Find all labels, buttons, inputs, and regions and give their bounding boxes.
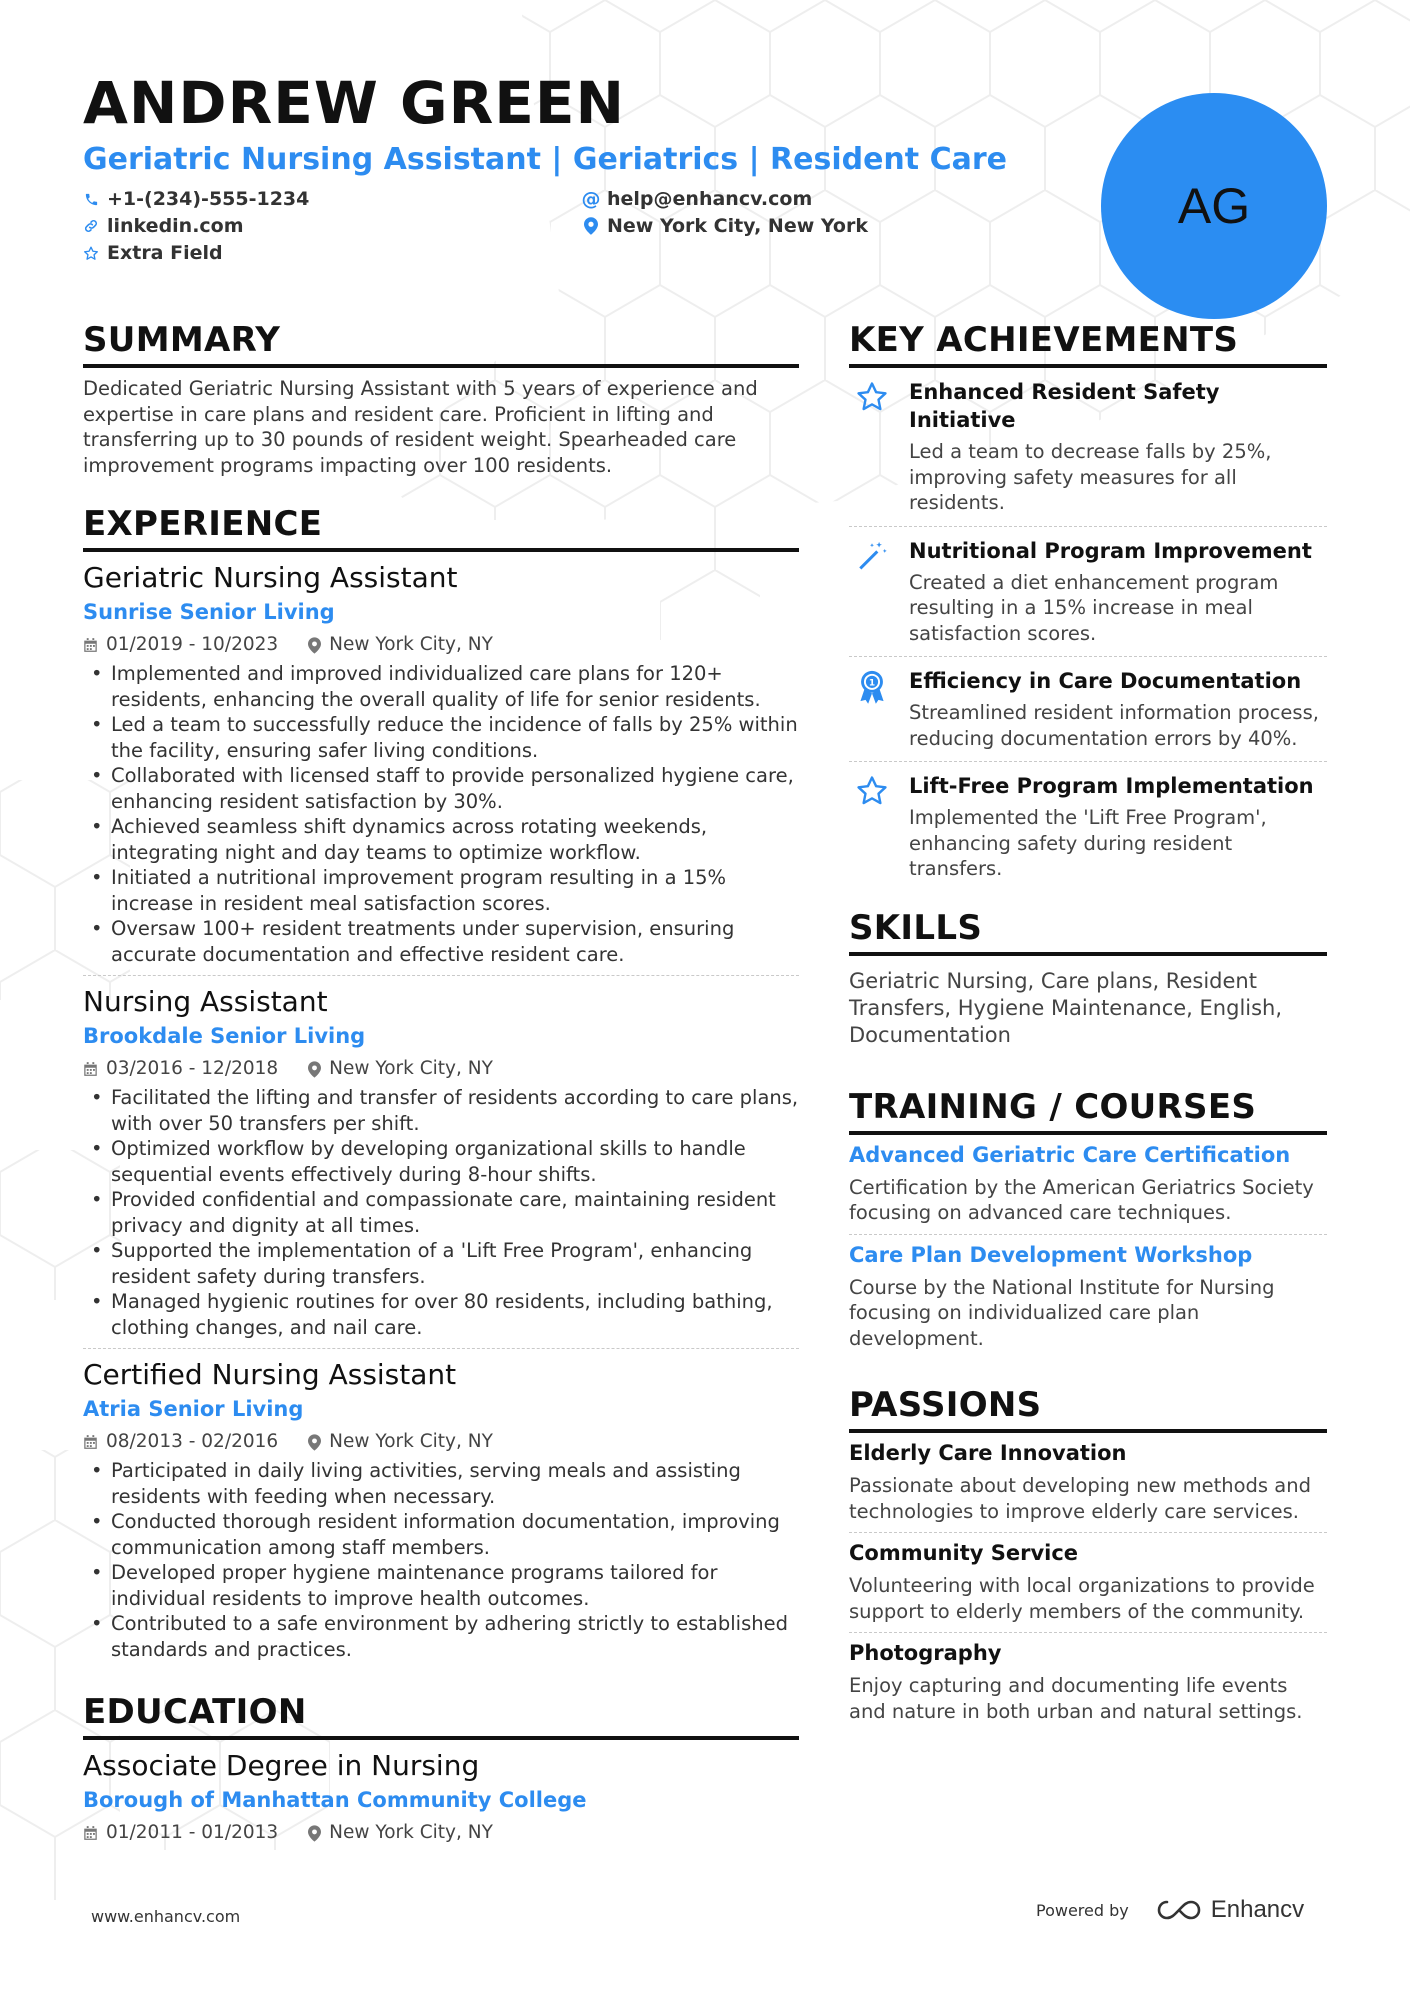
bullet-item: • Supported the implementation of a 'Lift Free Program', enhancing resident safety during transfers. — [83, 1238, 799, 1289]
bullet-item: • Provided confidential and compassionate care, maintaining resident privacy and dignity at all times. — [83, 1187, 799, 1238]
course-item — [849, 1235, 1327, 1360]
contact-info — [83, 186, 1083, 270]
key-achievements-section — [849, 318, 1327, 892]
contact-email[interactable] — [583, 186, 812, 212]
job-bullets — [83, 1085, 799, 1340]
bullet-item: • Facilitated the lifting and transfer of residents according to care plans, with over 50 transfers per shift. — [83, 1085, 799, 1136]
company-name[interactable]: Atria Senior Living — [83, 1397, 304, 1421]
job-location-text: New York City, NY — [329, 634, 493, 655]
job-location-text: New York City, NY — [329, 1058, 493, 1079]
star-outline-icon — [83, 245, 99, 262]
candidate-name: ANDREW GREEN — [83, 69, 626, 137]
bullet-item: • Implemented and improved individualized care plans for 120+ residents, enhancing the overall quality of life for senior residents. — [83, 661, 799, 712]
job-entry — [83, 982, 799, 1349]
avatar — [1101, 93, 1327, 319]
achievement-title: Efficiency in Care Documentation — [909, 669, 1302, 693]
job-location-text: New York City, NY — [329, 1431, 493, 1452]
section-title-training: TRAINING / COURSES — [849, 1085, 1327, 1135]
job-dates-text: 03/2016 - 12/2018 — [106, 1058, 279, 1079]
course-text: Certification by the American Geriatrics Society focusing on advanced care techniques. — [849, 1175, 1314, 1224]
job-dates-text: 01/2019 - 10/2023 — [106, 634, 279, 655]
passion-item — [849, 1533, 1327, 1633]
job-title: Geriatric Nursing Assistant — [83, 561, 458, 594]
section-title-skills: SKILLS — [849, 906, 1327, 956]
achievement-text: Created a diet enhancement program resulting in a 15% increase in meal satisfaction scores. — [909, 570, 1279, 645]
location-pin-icon — [308, 637, 321, 654]
training-section — [849, 1085, 1327, 1360]
bullet-item: • Participated in daily living activities, serving meals and assisting residents with feeding when necessary. — [83, 1458, 799, 1509]
contact-extra-field[interactable] — [83, 240, 223, 266]
bullet-item: • Managed hygienic routines for over 80 residents, including bathing, clothing changes, and nail care. — [83, 1289, 799, 1340]
course-item — [849, 1135, 1327, 1235]
achievement-item — [849, 368, 1327, 527]
job-dates — [83, 1429, 278, 1455]
achievement-item — [849, 762, 1327, 892]
degree-title: Associate Degree in Nursing — [83, 1749, 480, 1782]
job-bullets — [83, 1458, 799, 1662]
job-meta — [83, 1429, 799, 1455]
linkedin-text: linkedin.com — [107, 215, 244, 237]
passion-title: Elderly Care Innovation — [849, 1441, 1127, 1465]
education-entry — [83, 1746, 799, 1846]
location-pin-icon — [583, 217, 599, 235]
bullet-item: • Led a team to successfully reduce the incidence of falls by 25% within the facility, ensuring safer living conditions. — [83, 712, 799, 763]
bullet-item: • Optimized workflow by developing organizational skills to handle sequential events effectively during 8-hour shifts. — [83, 1136, 799, 1187]
enhancv-logo[interactable] — [1155, 1896, 1304, 1924]
job-meta — [83, 632, 799, 658]
resume-header — [83, 68, 1083, 270]
phone-text: +1-(234)-555-1234 — [107, 188, 310, 210]
course-title[interactable]: Advanced Geriatric Care Certification — [849, 1142, 1291, 1167]
contact-phone[interactable] — [83, 186, 309, 212]
experience-section — [83, 502, 799, 1670]
bullet-item: • Developed proper hygiene maintenance programs tailored for individual residents to improve health outcomes. — [83, 1560, 799, 1611]
passion-title: Community Service — [849, 1541, 1079, 1565]
achievement-item — [849, 657, 1327, 762]
education-location — [308, 1820, 493, 1846]
passion-title: Photography — [849, 1641, 1002, 1665]
job-title: Certified Nursing Assistant — [83, 1358, 457, 1391]
achievement-title: Nutritional Program Improvement — [909, 538, 1312, 563]
education-section — [83, 1690, 799, 1846]
magic-wand-icon — [849, 537, 895, 647]
location-pin-icon — [308, 1825, 321, 1842]
candidate-headline: Geriatric Nursing Assistant | Geriatrics | Resident Care — [83, 142, 1007, 177]
bullet-item: • Contributed to a safe environment by adhering strictly to established standards and practices. — [83, 1611, 799, 1662]
passion-item — [849, 1633, 1327, 1732]
section-title-key-achievements: KEY ACHIEVEMENTS — [849, 318, 1327, 368]
job-dates — [83, 632, 278, 658]
section-title-passions: PASSIONS — [849, 1383, 1327, 1433]
company-name[interactable]: Sunrise Senior Living — [83, 600, 335, 624]
section-title-education: EDUCATION — [83, 1690, 799, 1740]
section-title-summary: SUMMARY — [83, 318, 799, 368]
education-location-text: New York City, NY — [329, 1822, 493, 1843]
passion-text: Enjoy capturing and documenting life events and nature in both urban and natural settings. — [849, 1674, 1303, 1723]
job-location — [308, 1056, 493, 1082]
star-icon — [849, 378, 895, 516]
calendar-icon — [83, 1434, 98, 1450]
bullet-item: • Conducted thorough resident information documentation, improving communication among staff members. — [83, 1509, 799, 1560]
education-meta — [83, 1820, 799, 1846]
location-pin-icon — [308, 1061, 321, 1078]
calendar-icon — [83, 637, 98, 653]
job-location — [308, 1429, 493, 1455]
contact-location — [583, 213, 868, 239]
skills-section — [849, 906, 1327, 1049]
location-text: New York City, New York — [607, 215, 868, 237]
course-title[interactable]: Care Plan Development Workshop — [849, 1242, 1253, 1267]
email-text: help@enhancv.com — [607, 188, 813, 210]
avatar-initials: AG — [1177, 178, 1251, 234]
section-title-experience: EXPERIENCE — [83, 502, 799, 552]
passions-section — [849, 1383, 1327, 1732]
location-pin-icon — [308, 1434, 321, 1451]
brand-name: Enhancv — [1210, 1896, 1305, 1923]
right-column — [849, 318, 1327, 1732]
passion-text: Volunteering with local organizations to provide support to elderly members of the community. — [849, 1574, 1315, 1623]
achievement-text: Led a team to decrease falls by 25%, improving safety measures for all residents. — [909, 440, 1272, 514]
course-text: Course by the National Institute for Nursing focusing on individualized care plan development. — [849, 1275, 1275, 1350]
achievement-text: Implemented the 'Lift Free Program', enhancing safety during resident transfers. — [909, 806, 1267, 880]
left-column — [83, 318, 799, 1846]
achievement-title: Lift-Free Program Implementation — [909, 774, 1314, 798]
skills-text: Geriatric Nursing, Care plans, Resident Transfers, Hygiene Maintenance, English, Documentation — [849, 968, 1283, 1047]
school-name[interactable]: Borough of Manhattan Community College — [83, 1788, 587, 1812]
job-entry — [83, 558, 799, 976]
calendar-icon — [83, 1825, 98, 1841]
award-badge-icon — [849, 667, 895, 751]
job-meta — [83, 1056, 799, 1082]
achievement-title: Enhanced Resident Safety Initiative — [909, 380, 1220, 432]
job-dates — [83, 1056, 278, 1082]
bullet-item: • Initiated a nutritional improvement program resulting in a 15% increase in resident meal satisfaction scores. — [83, 865, 799, 916]
powered-by-label: Powered by — [1036, 1900, 1129, 1920]
svg-text:1: 1 — [868, 678, 876, 689]
contact-linkedin[interactable] — [83, 213, 244, 239]
summary-section — [83, 318, 799, 478]
link-icon — [83, 218, 99, 234]
at-sign-icon: @ — [581, 188, 601, 210]
passion-item — [849, 1433, 1327, 1533]
bullet-item: • Achieved seamless shift dynamics across rotating weekends, integrating night and day teams to optimize workflow. — [83, 814, 799, 865]
job-title: Nursing Assistant — [83, 985, 328, 1018]
extra-field-text: Extra Field — [107, 242, 223, 264]
company-name[interactable]: Brookdale Senior Living — [83, 1024, 366, 1048]
footer-website[interactable]: www.enhancv.com — [91, 1907, 241, 1926]
phone-icon — [83, 192, 99, 207]
bullet-item: • Collaborated with licensed staff to provide personalized hygiene care, enhancing resident satisfaction by 30%. — [83, 763, 799, 814]
achievement-text: Streamlined resident information process, reducing documentation errors by 40%. — [909, 701, 1319, 750]
job-location — [308, 632, 493, 658]
job-dates-text: 08/2013 - 02/2016 — [106, 1431, 279, 1452]
bullet-item: • Oversaw 100+ resident treatments under supervision, ensuring accurate documentation and effective resident care. — [83, 916, 799, 967]
job-bullets — [83, 661, 799, 967]
education-dates — [83, 1820, 278, 1846]
achievement-item — [849, 527, 1327, 658]
education-dates-text: 01/2011 - 01/2013 — [106, 1822, 279, 1843]
calendar-icon — [83, 1061, 98, 1077]
infinity-logo-icon — [1155, 1898, 1203, 1922]
footer-branding — [1036, 1896, 1304, 1924]
summary-text: Dedicated Geriatric Nursing Assistant with 5 years of experience and expertise in care plans and resident care. Proficient in lifting and transferring up to 30 pounds of resident weight. Spearheaded care improvement programs impacting over 100 residents. — [83, 377, 758, 477]
passion-text: Passionate about developing new methods and technologies to improve elderly care services. — [849, 1474, 1311, 1523]
star-icon — [849, 772, 895, 882]
job-entry — [83, 1355, 799, 1670]
